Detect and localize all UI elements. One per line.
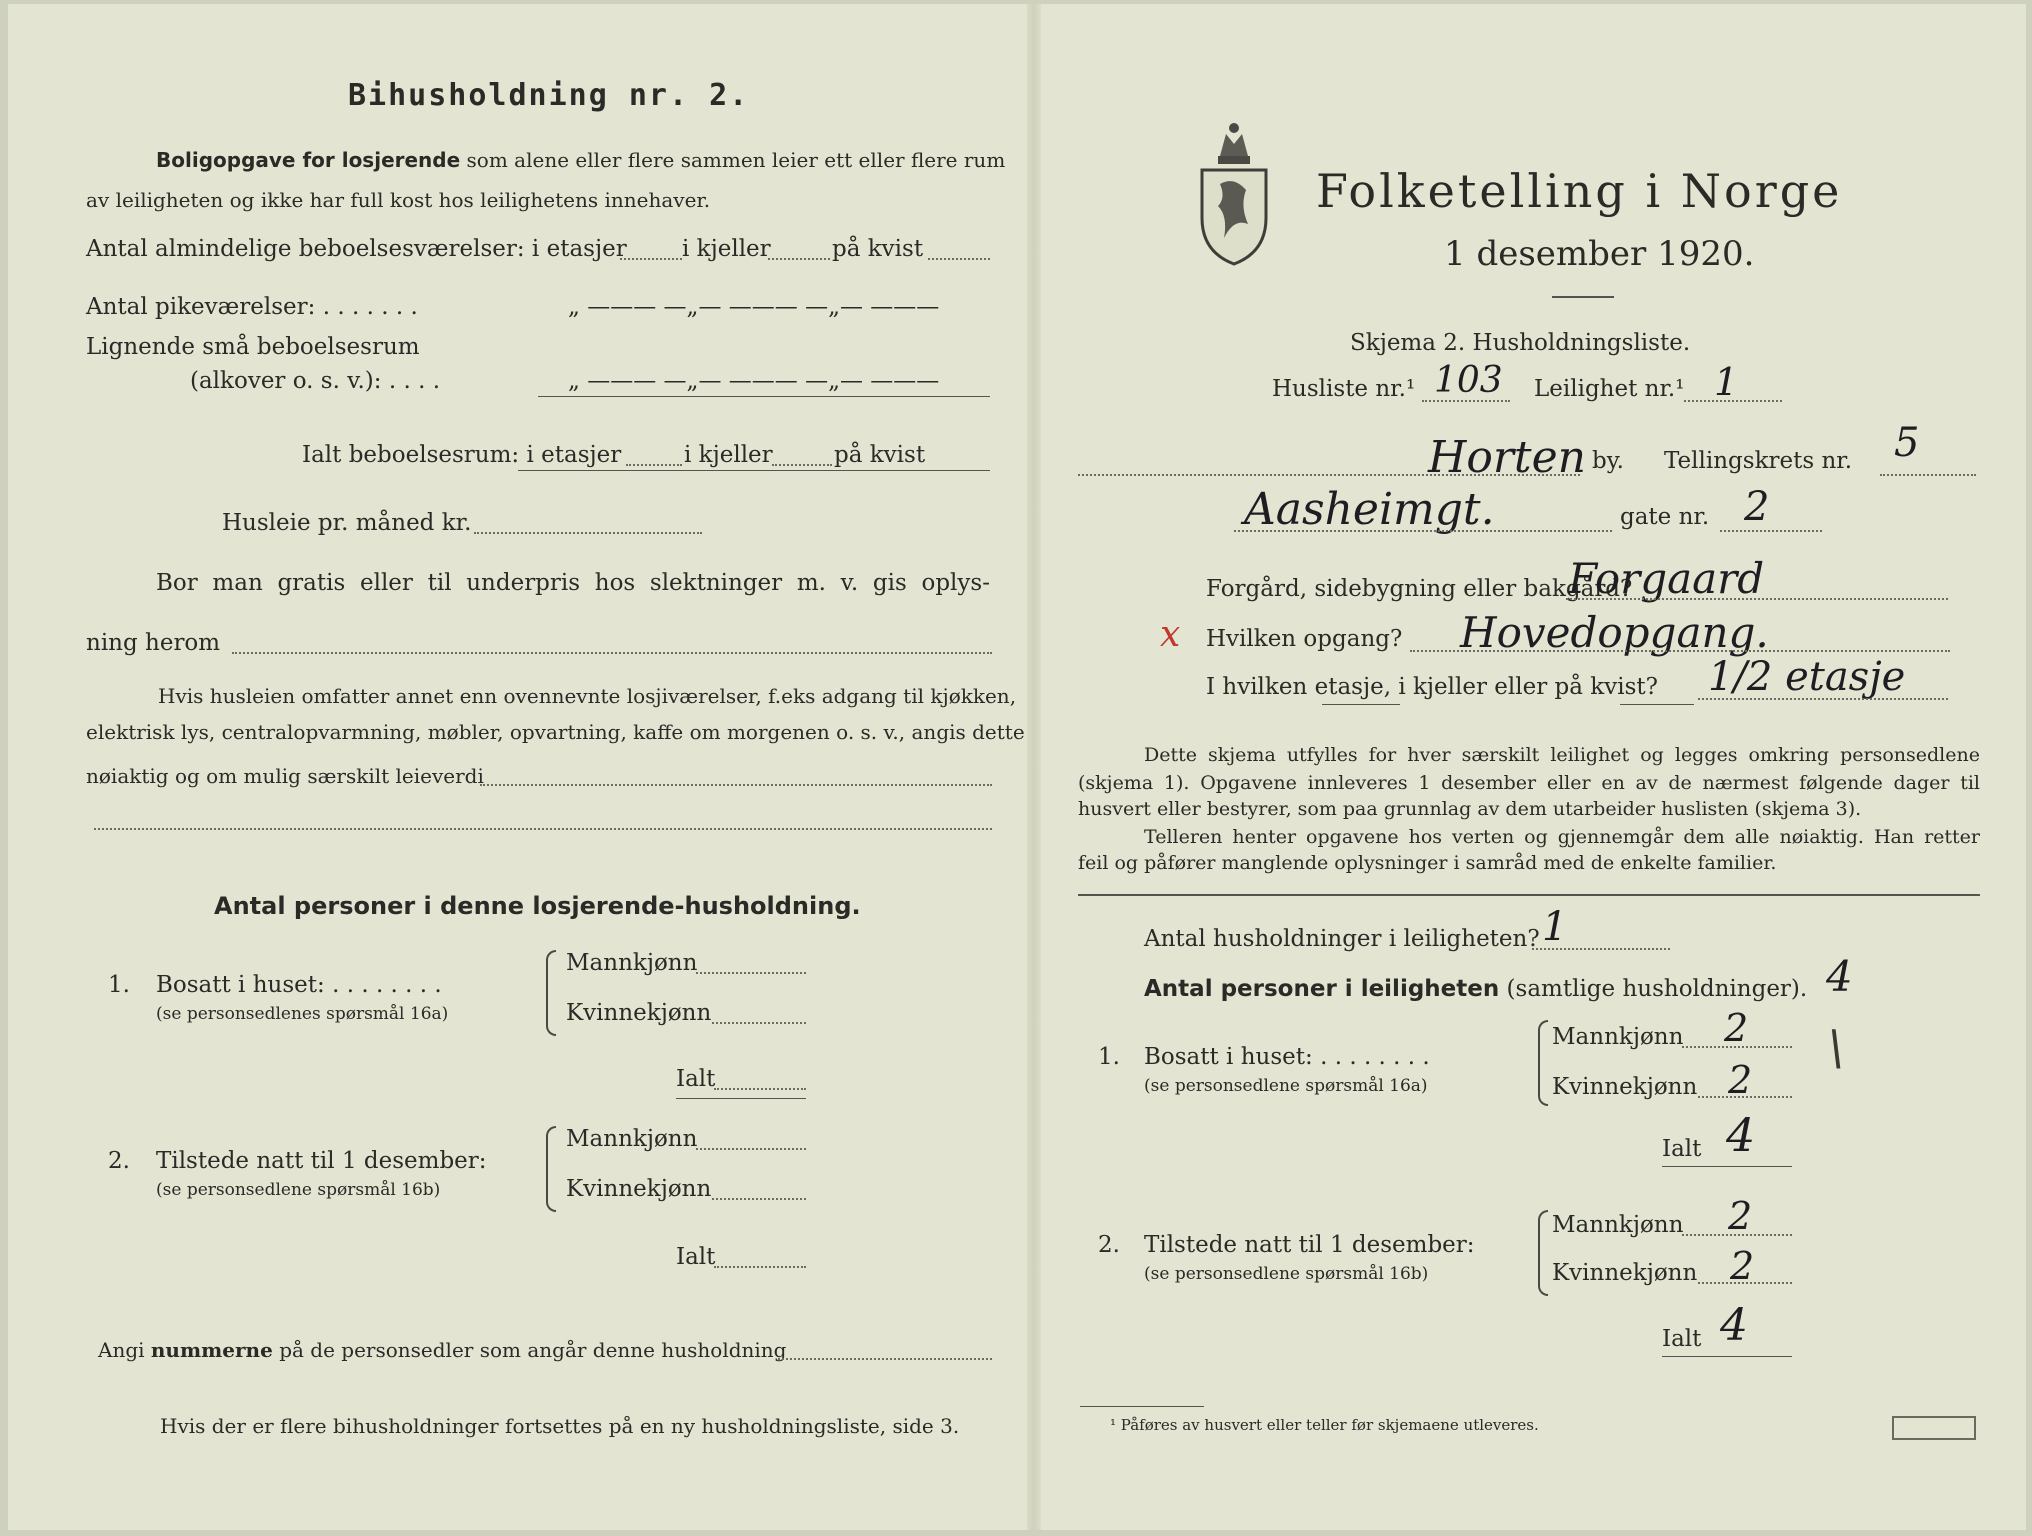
left-intro-line2: av leiligheten og ikke har full kost hos leilighetens innehaver.: [86, 188, 711, 212]
right-bosatt-sub: (se personsedlene spørsmål 16a): [1144, 1076, 1428, 1096]
right-tick: \: [1828, 1020, 1845, 1076]
etasje-value: 1/2 etasje: [1708, 654, 1906, 700]
personer-rest: (samtlige husholdninger).: [1506, 976, 1808, 1002]
right-mann-2-value: 2: [1728, 1194, 1753, 1238]
bor-man-line2: ning herom: [86, 630, 221, 656]
right-ialt-1: Ialt: [1662, 1136, 1702, 1162]
tellingskrets-label: Tellingskrets nr.: [1664, 448, 1853, 474]
right-date: 1 desember 1920.: [1444, 234, 1755, 274]
forgard-label: Forgård, sidebygning eller bakgård?: [1206, 576, 1633, 602]
leilighet-label: Leilighet nr.¹: [1534, 376, 1685, 402]
right-tilstede-label: Tilstede natt til 1 desember:: [1144, 1232, 1475, 1258]
angi-2: på de personsedler som angår denne husholdning: [279, 1338, 787, 1362]
left-title: Bihusholdning nr. 2.: [348, 78, 750, 113]
angi-bold: nummerne: [150, 1338, 273, 1362]
gate-value: Aasheimgt.: [1244, 484, 1495, 535]
left-footer: Hvis der er flere bihusholdninger fortsettes på en ny husholdningsliste, side 3.: [160, 1414, 960, 1438]
left-tilstede-label: Tilstede natt til 1 desember:: [156, 1148, 487, 1174]
husliste-value: 103: [1434, 360, 1503, 401]
coat-of-arms-icon: [1194, 114, 1274, 270]
etasje-label: I hvilken etasje, i kjeller eller på kvist?: [1206, 674, 1658, 700]
left-intro-line1: [156, 148, 1005, 172]
left-bosatt-sub: (se personsedlenes spørsmål 16a): [156, 1004, 449, 1024]
bor-man-line1: Bor man gratis eller til underpris hos slektninger m. v. gis oplys-: [156, 570, 990, 596]
right-kvinne-2-value: 2: [1730, 1244, 1755, 1288]
left-persons-heading: Antal personer i denne losjerende-husholdning.: [214, 892, 861, 920]
ialt-rule: [518, 470, 990, 471]
gate-nr-value: 2: [1744, 484, 1770, 530]
left-bosatt-label: Bosatt i huset: . . . . . . . .: [156, 972, 442, 998]
rooms-kjeller-field: [768, 258, 830, 260]
rooms-kvist-field: [928, 258, 990, 260]
right-tilstede-num: 2.: [1098, 1232, 1120, 1258]
intro-bold: Boligopgave for losjerende: [156, 148, 461, 172]
hvis-line1: Hvis husleien omfatter annet enn ovennevnte losjiværelser, f.eks adgang til kjøkken,: [158, 684, 1017, 708]
right-footnote: ¹ Påføres av husvert eller teller før skjemaene utleveres.: [1110, 1416, 1539, 1434]
personer-value: 4: [1826, 952, 1853, 1001]
intro-rest: som alene eller flere sammen leier ett eller flere rum: [466, 148, 1006, 172]
forgard-value: Forgaard: [1568, 554, 1765, 603]
left-ialt-2: Ialt: [676, 1244, 716, 1270]
husleie-label: Husleie pr. måned kr.: [222, 510, 472, 536]
right-kvinne-1: Kvinnekjønn: [1552, 1074, 1698, 1100]
right-bosatt-label: Bosatt i huset: . . . . . . . .: [1144, 1044, 1430, 1070]
left-tilstede-sub: (se personsedlene spørsmål 16b): [156, 1180, 441, 1200]
gate-label: gate nr.: [1620, 504, 1710, 530]
left-mann-1: Mannkjønn: [566, 950, 698, 976]
ialt-kvist: på kvist: [834, 442, 926, 468]
printer-stamp: [1892, 1416, 1976, 1440]
opgang-label: Hvilken opgang?: [1206, 626, 1403, 652]
rooms-kjeller: i kjeller: [682, 236, 771, 262]
husholdninger-label: Antal husholdninger i leiligheten?: [1144, 926, 1540, 952]
personer-line: [1144, 976, 1807, 1002]
page-fold: [1027, 4, 1041, 1530]
pike-ditto: „ ——— —„— ——— —„— ———: [568, 294, 940, 320]
left-kvinne-1: Kvinnekjønn: [566, 1000, 712, 1026]
by-value: Horten: [1428, 432, 1586, 483]
dette-line1: Dette skjema utfylles for hver særskilt leilighet og legges omkring personsedlene: [1144, 744, 1980, 766]
right-ialt-1-value: 4: [1726, 1108, 1756, 1162]
right-bosatt-num: 1.: [1098, 1044, 1120, 1070]
alkover-rule: [538, 396, 990, 397]
right-tilstede-sub: (se personsedlene spørsmål 16b): [1144, 1264, 1429, 1284]
dette-line3: husvert eller bestyrer, som paa grunnlag av dem utarbeider huslisten (skjema 3).: [1078, 798, 1862, 820]
left-tilstede-num: 2.: [108, 1148, 130, 1174]
husleie-field: [474, 532, 702, 534]
rooms-etasjer-field: [620, 258, 682, 260]
angi-1: Angi: [98, 1338, 145, 1362]
left-mann-2: Mannkjønn: [566, 1126, 698, 1152]
husliste-label: Husliste nr.¹: [1272, 376, 1416, 402]
pike-label: Antal pikeværelser: . . . . . . .: [86, 294, 418, 320]
right-mann-1: Mannkjønn: [1552, 1024, 1684, 1050]
left-ialt-1: Ialt: [676, 1066, 716, 1092]
right-ialt-2: Ialt: [1662, 1326, 1702, 1352]
dette-line2: (skjema 1). Opgavene innleveres 1 desember eller en av de nærmest følgende dager til: [1078, 772, 1980, 794]
hvis-line2: elektrisk lys, centralopvarmning, møbler, opvartning, kaffe om morgenen o. s. v., angis dette: [86, 720, 1025, 744]
right-mann-1-value: 2: [1724, 1006, 1749, 1050]
angi-line: [98, 1338, 786, 1362]
right-kvinne-1-value: 2: [1728, 1058, 1753, 1102]
right-title: Folketelling i Norge: [1316, 164, 1843, 218]
right-kvinne-2: Kvinnekjønn: [1552, 1260, 1698, 1286]
rooms-label: Antal almindelige beboelsesværelser: i etasjer: [86, 236, 627, 262]
right-ialt-2-value: 4: [1720, 1300, 1748, 1351]
alkover-label: (alkover o. s. v.): . . . .: [190, 368, 441, 394]
ialt-kjeller: i kjeller: [684, 442, 773, 468]
skjema-label: Skjema 2. Husholdningsliste.: [1350, 330, 1691, 356]
husholdninger-value: 1: [1542, 904, 1568, 950]
opgang-value: Hovedopgang.: [1460, 608, 1769, 657]
rooms-kvist: på kvist: [832, 236, 924, 262]
hvis-line3: nøiaktig og om mulig særskilt leieverdi: [86, 764, 484, 788]
leilighet-value: 1: [1714, 360, 1739, 404]
telleren-line2: feil og påfører manglende oplysninger i samråd med de enkelte familier.: [1078, 852, 1777, 874]
ialt-rooms-label: Ialt beboelsesrum: i etasjer: [302, 442, 622, 468]
census-form-sheet: [8, 4, 2026, 1530]
lignende-label: Lignende små beboelsesrum: [86, 334, 420, 360]
telleren-line1: Telleren henter opgavene hos verten og gjennemgår dem alle nøiaktig. Han retter: [1144, 826, 1980, 848]
red-check-mark: x: [1160, 614, 1181, 655]
tellingskrets-value: 5: [1894, 420, 1920, 466]
by-label: by.: [1592, 448, 1624, 474]
alkover-ditto: „ ——— —„— ——— —„— ———: [568, 368, 940, 394]
right-mann-2: Mannkjønn: [1552, 1212, 1684, 1238]
left-bosatt-num: 1.: [108, 972, 130, 998]
personer-bold: Antal personer i leiligheten: [1144, 976, 1500, 1002]
left-kvinne-2: Kvinnekjønn: [566, 1176, 712, 1202]
